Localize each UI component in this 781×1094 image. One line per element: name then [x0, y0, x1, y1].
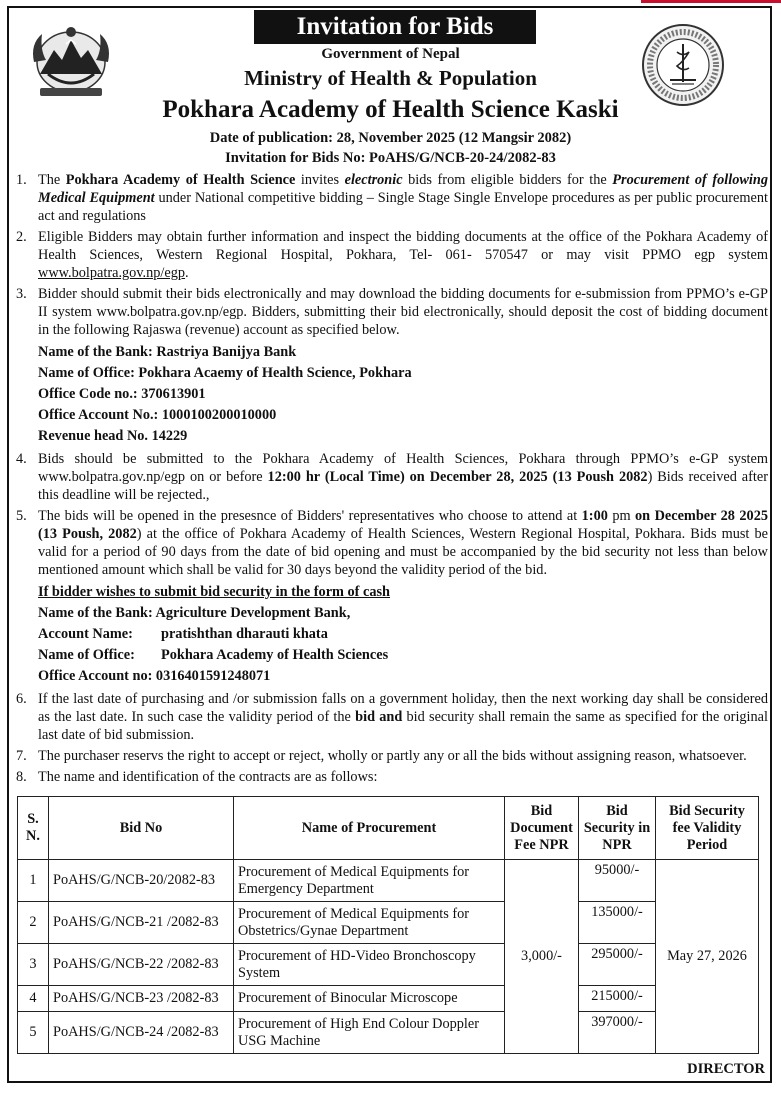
table-row: 3 PoAHS/G/NCB-22 /2082-83 Procurement of HD-Video Bronchoscopy System 295000/- — [18, 944, 759, 986]
table-header-row — [18, 797, 759, 860]
validity-cell: May 27, 2026 — [656, 860, 759, 1054]
publication-date: Date of publication: 28, November 2025 (12 Mangsir 2082) — [209, 130, 572, 146]
point-1: 1. The Pokhara Academy of Health Science invites electronic bids from eligible bidders for the Procurement of following Medical Equipment under National competitive bidding – Single Stage Single Envelope procedures as per public procurement act and regulations — [16, 172, 768, 224]
revenue-office-code: Office Code no.: 370613901 — [38, 386, 206, 402]
point-3: 3. Bidder should submit their bids electronically and may download the bidding documents for e-submission from PPMO’s e-GP II system www.bolpatra.gov.np/egp. Bidders, submitting their bid electronically, should deposit the cost of bidding document in the following Rajaswa (revenue) account as specified below. — [16, 286, 768, 338]
top-accent-ribbon — [641, 0, 781, 3]
col-sn: S. N. — [18, 797, 49, 860]
col-validity: Bid Security fee Validity Period — [656, 797, 759, 860]
col-doc-fee: Bid Document Fee NPR — [505, 797, 579, 860]
invitation-banner: Invitation for Bids — [254, 10, 536, 44]
col-security: Bid Security in NPR — [579, 797, 656, 860]
point-8: 8. The name and identification of the contracts are as follows: — [16, 769, 378, 785]
nepal-emblem-icon — [26, 22, 116, 104]
cash-bank-name: Name of the Bank: Agriculture Development Bank, — [38, 605, 351, 621]
point-2: 2. Eligible Bidders may obtain further information and inspect the bidding documents at the office of the Pokhara Academy of Health Sciences, Western Regional Hospital, Pokhara, Tel- 061- 570547 or may visit PPMO egp system www.bolpatra.gov.np/egp. — [16, 229, 768, 281]
doc-fee-cell: 3,000/- — [505, 860, 579, 1054]
col-procurement: Name of Procurement — [234, 797, 505, 860]
cash-security-heading: If bidder wishes to submit bid security in the form of cash — [38, 584, 391, 600]
point-5: 5. The bids will be opened in the presesnce of Bidders' representatives who choose to attend at 1:00 pm on December 28 2025 (13 Poush, 2082) at the office of Pokhara Academy of Health Sciences, Western Regional Hospital, Pokhara. Bids must be valid for a period of 90 days from the date of bid opening and must be accompanied by the bid security not less than below mentioned amount which shall be valid for 30 days beyond the validity period of the bid. — [16, 508, 768, 578]
cash-office-account: Office Account no: 0316401591248071 — [38, 668, 271, 684]
cash-office-name: Name of Office: Pokhara Academy of Health Sciences — [38, 647, 389, 663]
point-6: 6. If the last date of purchasing and /or submission falls on a government holiday, then the next working day shall be considered as the last date. In such case the validity period of the bid and bid security shall remain the same as specified for the original last date of bid submission. — [16, 691, 768, 743]
table-row: 2 PoAHS/G/NCB-21 /2082-83 Procurement of Medical Equipments for Obstetrics/Gynae Department 135000/- — [18, 902, 759, 944]
cash-account-name: Account Name: pratishthan dharauti khata — [38, 626, 328, 642]
egp-link[interactable]: www.bolpatra.gov.np/egp — [38, 265, 186, 281]
invitation-number: Invitation for Bids No: PoAHS/G/NCB-20-24/2082-83 — [225, 150, 556, 166]
point-7: 7. The purchaser reservs the right to accept or reject, wholly or partly any or all the bids without assigning reason, whatsoever. — [16, 748, 747, 764]
revenue-bank-name: Name of the Bank: Rastriya Banijya Bank — [38, 344, 297, 360]
revenue-office-name: Name of Office: Pokhara Acaemy of Health Science, Pokhara — [38, 365, 412, 381]
revenue-head: Revenue head No. 14229 — [38, 428, 188, 444]
signatory: DIRECTOR — [687, 1061, 765, 1077]
table-row: 5 PoAHS/G/NCB-24 /2082-83 Procurement of High End Colour Doppler USG Machine 397000/- — [18, 1012, 759, 1054]
point-4: 4. Bids should be submitted to the Pokhara Academy of Health Sciences, Pokhara through PPMO’s e-GP system www.bolpatra.gov.np/egp on or before 12:00 hr (Local Time) on December 28, 2025 (13 Poush 2082) Bids received after this deadline will be rejected., — [16, 451, 768, 503]
academy-title: Pokhara Academy of Health Science Kaski — [162, 96, 619, 123]
contracts-table — [17, 796, 759, 1054]
table-row: 1 PoAHS/G/NCB-20/2082-83 Procurement of Medical Equipments for Emergency Department 3,000/- 95000/- May 27, 2026 — [18, 860, 759, 902]
ministry-title: Ministry of Health & Population — [244, 66, 537, 90]
revenue-office-account: Office Account No.: 1000100200010000 — [38, 407, 277, 423]
notice-body — [16, 171, 768, 789]
col-bid-no: Bid No — [49, 797, 234, 860]
table-row: 4 PoAHS/G/NCB-23 /2082-83 Procurement of Binocular Microscope 215000/- — [18, 986, 759, 1012]
government-line: Government of Nepal — [321, 46, 460, 62]
